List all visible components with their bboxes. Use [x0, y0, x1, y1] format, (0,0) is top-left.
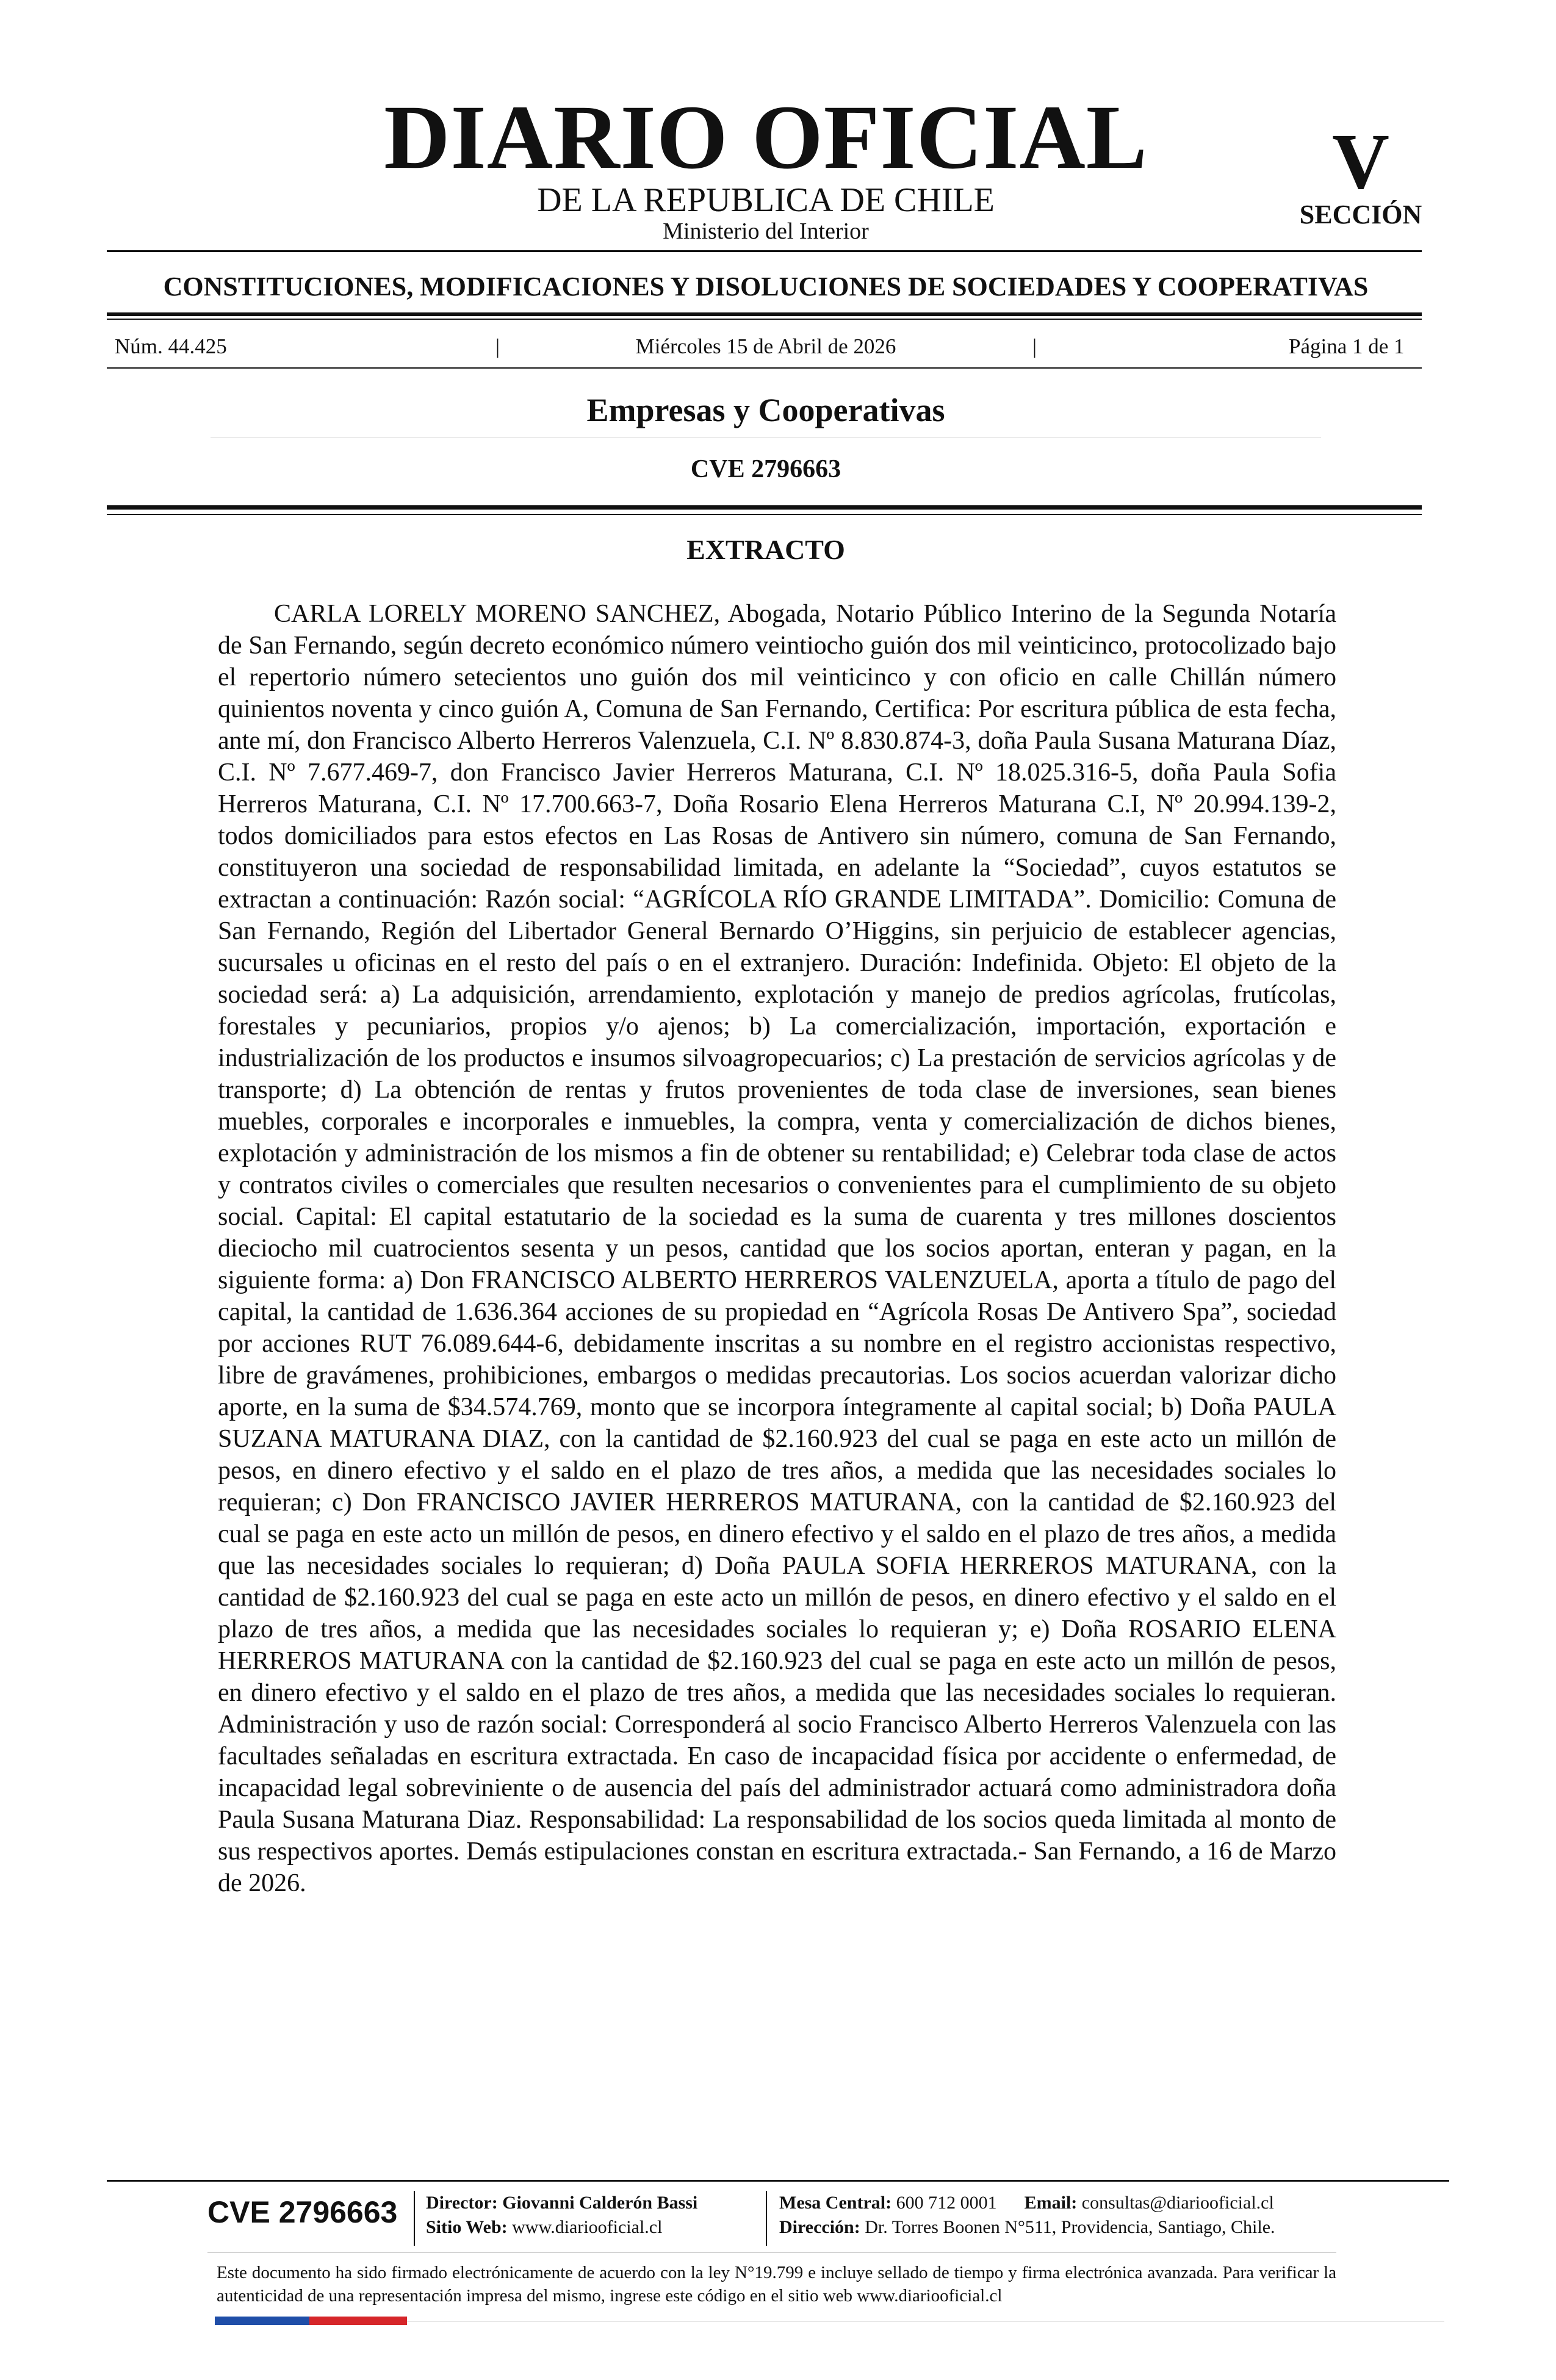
footer-separator-right [766, 2191, 767, 2246]
issue-date: Miércoles 15 de Abril de 2026 [635, 334, 896, 358]
footer-disclaimer: Este documento ha sido firmado electrónicamente de acuerdo con la ley N°19.799 e incluye sellado de tiempo y firma electrónica avanzada. Para verificar la autenticidad de una representación impresa del mismo, ingrese este código en el sitio web www.diariooficial.cl [217, 2263, 1336, 2306]
director-name: Giovanni Calderón Bassi [502, 2193, 698, 2213]
document-title: EXTRACTO [686, 534, 845, 565]
masthead-ministry: Ministerio del Interior [663, 218, 869, 244]
address-value: Dr. Torres Boonen N°511, Providencia, Santiago, Chile. [865, 2217, 1275, 2237]
flag-stripe-red [309, 2317, 407, 2325]
footer-separator-left [414, 2191, 415, 2246]
site-label: Sitio Web: [426, 2217, 508, 2237]
infobar-separator-right: | [1032, 334, 1037, 358]
issue-number: Núm. 44.425 [115, 334, 227, 358]
flag-stripe-blue [215, 2317, 309, 2325]
footer-contact-block [779, 2191, 1275, 2240]
section-letter: V [1332, 118, 1389, 206]
cve-rule-thin [107, 514, 1422, 515]
section-header-rule-thick [107, 312, 1422, 316]
masthead-rule [107, 250, 1422, 252]
director-label: Director: [426, 2193, 498, 2213]
footer-rule [107, 2180, 1449, 2182]
section-header: CONSTITUCIONES, MODIFICACIONES Y DISOLUCIONES DE SOCIEDADES Y COOPERATIVAS [163, 272, 1369, 301]
masthead-subtitle: DE LA REPUBLICA DE CHILE [537, 181, 995, 219]
category-title: Empresas y Cooperativas [586, 392, 945, 428]
site-link[interactable]: www.diariooficial.cl [512, 2217, 663, 2237]
section-word: SECCIÓN [1299, 200, 1422, 229]
infobar-separator-left: | [495, 334, 500, 358]
address-label: Dirección: [779, 2217, 860, 2237]
cve-code: CVE 2796663 [690, 455, 841, 483]
page-indicator: Página 1 de 1 [1289, 334, 1405, 358]
phone-label: Mesa Central: [779, 2193, 892, 2213]
section-header-rule-thin [107, 319, 1422, 320]
infobar-rule [107, 367, 1422, 369]
footer-cve-code: CVE 2796663 [207, 2195, 398, 2229]
masthead-title: DIARIO OFICIAL [384, 87, 1148, 188]
email-link[interactable]: consultas@diariooficial.cl [1081, 2193, 1274, 2213]
email-label: Email: [1024, 2193, 1078, 2213]
document-body: CARLA LORELY MORENO SANCHEZ, Abogada, Notario Público Interino de la Segunda Notaría de San Fernando, según decreto económico número veintiocho guión dos mil veinticinco, protocolizado bajo el repertorio número setecientos uno guión dos mil veinticinco y con oficio en calle Chillán número quinientos noventa y cinco guión A, Comuna de San Fernando, Certifica: Por escritura pública de esta fecha, ante mí, don Francisco Alberto Herreros Valenzuela, C.I. Nº 8.830.874-3, doña Paula Susana Maturana Díaz, C.I. Nº 7.677.469-7, don Francisco Javier Herreros Maturana, C.I. Nº 18.025.316-5, doña Paula Sofia Herreros Maturana, C.I. Nº 17.700.663-7, Doña Rosario Elena Herreros Maturana C.I, Nº 20.994.139-2, todos domiciliados para estos efectos en Las Rosas de Antivero sin número, comuna de San Fernando, constituyeron una sociedad de responsabilidad limitada, en adelante la “Sociedad”, cuyos estatutos se extractan a continuación: Razón social: “AGRÍCOLA RÍO GRANDE LIMITADA”. Domicilio: Comuna de San Fernando, Región del Libertador General Bernardo O’Higgins, sin perjuicio de establecer agencias, sucursales u oficinas en el resto del país o en el extranjero. Duración: Indefinida. Objeto: El objeto de la sociedad será: a) La adquisición, arrendamiento, explotación y manejo de predios agrícolas, frutícolas, forestales y pecuniarios, propios y/o ajenos; b) La comercialización, importación, exportación e industrialización de los productos e insumos silvoagropecuarios; c) La prestación de servicios agrícolas y de transporte; d) La obtención de rentas y frutos provenientes de toda clase de inversiones, sean bienes muebles, corporales e incorporales e inmuebles, la compra, venta y comercialización de dichos bienes, explotación y administración de los mismos a fin de obtener su rentabilidad; e) Celebrar toda clase de actos y contratos civiles o comerciales que resulten necesarios o convenientes para el cumplimiento de su objeto social. Capital: El capital estatutario de la sociedad es la suma de cuarenta y tres millones doscientos dieciocho mil cuatrocientos sesenta y un pesos, cantidad que los socios aportan, enteran y pagan, en la siguiente forma: a) Don FRANCISCO ALBERTO HERREROS VALENZUELA, aporta a título de pago del capital, la cantidad de 1.636.364 acciones de su propiedad en “Agrícola Rosas De Antivero Spa”, sociedad por acciones RUT 76.089.644-6, debidamente inscritas a su nombre en el registro accionistas respectivo, libre de gravámenes, prohibiciones, embargos o medidas precautorias. Los socios acuerdan valorizar dicho aporte, en la suma de $34.574.769, monto que se incorpora íntegramente al capital social; b) Doña PAULA SUZANA MATURANA DIAZ, con la cantidad de $2.160.923 del cual se paga en este acto un millón de pesos, en dinero efectivo y el saldo en el plazo de tres años, a medida que las necesidades sociales lo requieran; c) Don FRANCISCO JAVIER HERREROS MATURANA, con la cantidad de $2.160.923 del cual se paga en este acto un millón de pesos, en dinero efectivo y el saldo en el plazo de tres años, a medida que las necesidades sociales lo requieran; d) Doña PAULA SOFIA HERREROS MATURANA, con la cantidad de $2.160.923 del cual se paga en este acto un millón de pesos, en dinero efectivo y el saldo en el plazo de tres años, a medida que las necesidades sociales lo requieran y; e) Doña ROSARIO ELENA HERREROS MATURANA con la cantidad de $2.160.923 del cual se paga en este acto un millón de pesos, en dinero efectivo y el saldo en el plazo de tres años, a medida que las necesidades sociales lo requieran. Administración y uso de razón social: Corresponderá al socio Francisco Alberto Herreros Valenzuela con las facultades señaladas en escritura extractada. En caso de incapacidad física por accidente o enfermedad, de incapacidad legal sobreviniente o de ausencia del país del administrador actuará como administradora doña Paula Susana Maturana Diaz. Responsabilidad: La responsabilidad de los socios queda limitada al monto de sus respectivos aportes. Demás estipulaciones constan en escritura extractada.- San Fernando, a 16 de Marzo de 2026. [218, 600, 1336, 1897]
phone-value: 600 712 0001 [896, 2193, 997, 2213]
footer-director-block [426, 2191, 697, 2240]
cve-rule-thick [107, 505, 1422, 510]
